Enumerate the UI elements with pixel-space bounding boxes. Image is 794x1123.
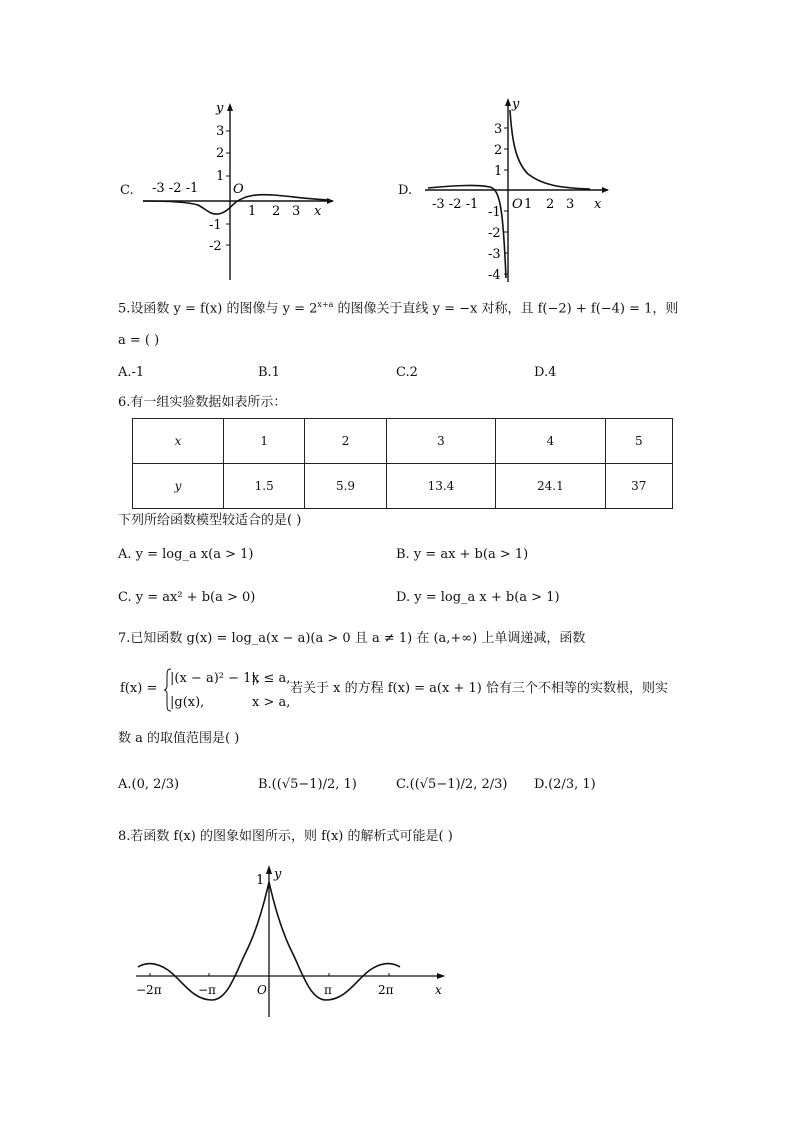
q7-cond1: x ≤ a,: [252, 671, 291, 686]
q5-line2: a = ( ): [118, 333, 160, 348]
q6-option-a[interactable]: A. y = log_a x(a > 1): [118, 547, 254, 562]
q6-option-d[interactable]: D. y = log_a x + b(a > 1): [396, 590, 560, 605]
q7-tail: 若关于 x 的方程 f(x) = a(x + 1) 恰有三个不相等的实数根，则实: [290, 681, 668, 696]
svg-text:3: 3: [292, 204, 301, 219]
svg-text:3: 3: [494, 122, 503, 137]
q5-option-d[interactable]: D.4: [534, 365, 557, 380]
svg-text:y: y: [512, 97, 520, 112]
svg-text:π: π: [324, 983, 332, 997]
q6-stem: 6.有一组实验数据如表所示：: [118, 395, 287, 410]
svg-text:-1: -1: [209, 218, 222, 233]
svg-text:2π: 2π: [378, 983, 394, 997]
svg-text:1: 1: [216, 169, 225, 184]
svg-text:x: x: [594, 197, 602, 212]
q5-option-c[interactable]: C.2: [396, 365, 418, 380]
q5-option-b[interactable]: B.1: [258, 365, 280, 380]
svg-text:3: 3: [566, 197, 575, 212]
svg-text:-2: -2: [209, 239, 222, 254]
option-c-label: C.: [120, 183, 134, 198]
q7-option-a[interactable]: A.(0, 2/3): [118, 777, 180, 792]
option-d-label: D.: [398, 183, 413, 198]
svg-text:1: 1: [494, 164, 503, 179]
svg-text:-2: -2: [488, 226, 501, 241]
q7-line3: 数 a 的取值范围是( ): [118, 731, 240, 746]
svg-text:2: 2: [546, 197, 555, 212]
svg-text:2: 2: [216, 146, 225, 161]
q5-line1: 5.设函数 y = f(x) 的图像与 $y = 2^{x+a}$ 的图像关于直线 y = −x 对称，且 f(−2) + f(−4) = 1，则: [118, 300, 679, 317]
q8-stem: 8.若函数 f(x) 的图象如图所示，则 f(x) 的解析式可能是( ): [118, 829, 453, 844]
q5-option-a[interactable]: A.-1: [118, 365, 145, 380]
svg-text:-4: -4: [488, 268, 501, 283]
svg-text:x: x: [314, 204, 322, 219]
svg-text:-1: -1: [488, 205, 501, 220]
q6-question: 下列所给函数模型较适合的是( ): [118, 513, 302, 528]
graph-c: [138, 98, 338, 283]
q6-option-b[interactable]: B. y = ax + b(a > 1): [396, 547, 529, 562]
q7-option-b[interactable]: B.((√5−1)/2, 1): [258, 777, 357, 792]
table-row: y 1.5 5.9 13.4 24.1 37: [133, 464, 673, 509]
svg-text:O: O: [512, 197, 523, 212]
q6-option-c[interactable]: C. y = ax² + b(a > 0): [118, 590, 256, 605]
data-table: [132, 418, 673, 509]
svg-text:-3 -2 -1: -3 -2 -1: [432, 197, 479, 212]
svg-text:−2π: −2π: [136, 983, 162, 997]
svg-text:2: 2: [272, 204, 281, 219]
svg-text:1: 1: [248, 204, 257, 219]
svg-text:-3 -2 -1: -3 -2 -1: [152, 181, 199, 196]
svg-text:1: 1: [524, 197, 533, 212]
svg-text:2: 2: [494, 143, 503, 158]
q7-case1: |(x − a)² − 1|,: [170, 671, 260, 686]
svg-text:1: 1: [256, 873, 265, 888]
q7-case2: |g(x),: [170, 695, 205, 710]
q7-cond2: x > a,: [252, 695, 291, 710]
svg-text:y: y: [274, 867, 282, 882]
svg-text:x: x: [435, 983, 442, 997]
q7-option-c[interactable]: C.((√5−1)/2, 2/3): [396, 777, 508, 792]
svg-text:−π: −π: [198, 983, 216, 997]
svg-text:O: O: [257, 983, 267, 997]
q7-line1: 7.已知函数 g(x) = log_a(x − a)(a > 0 且 a ≠ 1) 在 (a,+∞) 上单调递减，函数: [118, 631, 586, 646]
q7-option-d[interactable]: D.(2/3, 1): [534, 777, 596, 792]
table-row: x 1 2 3 4 5: [133, 419, 673, 464]
graph-d: [420, 92, 615, 284]
graph-q8: [132, 862, 452, 1022]
svg-text:-3: -3: [488, 247, 501, 262]
q7-fx: f(x) =: [120, 681, 158, 696]
y-axis-label: y: [216, 101, 224, 116]
svg-text:3: 3: [216, 124, 225, 139]
svg-text:O: O: [233, 182, 244, 197]
